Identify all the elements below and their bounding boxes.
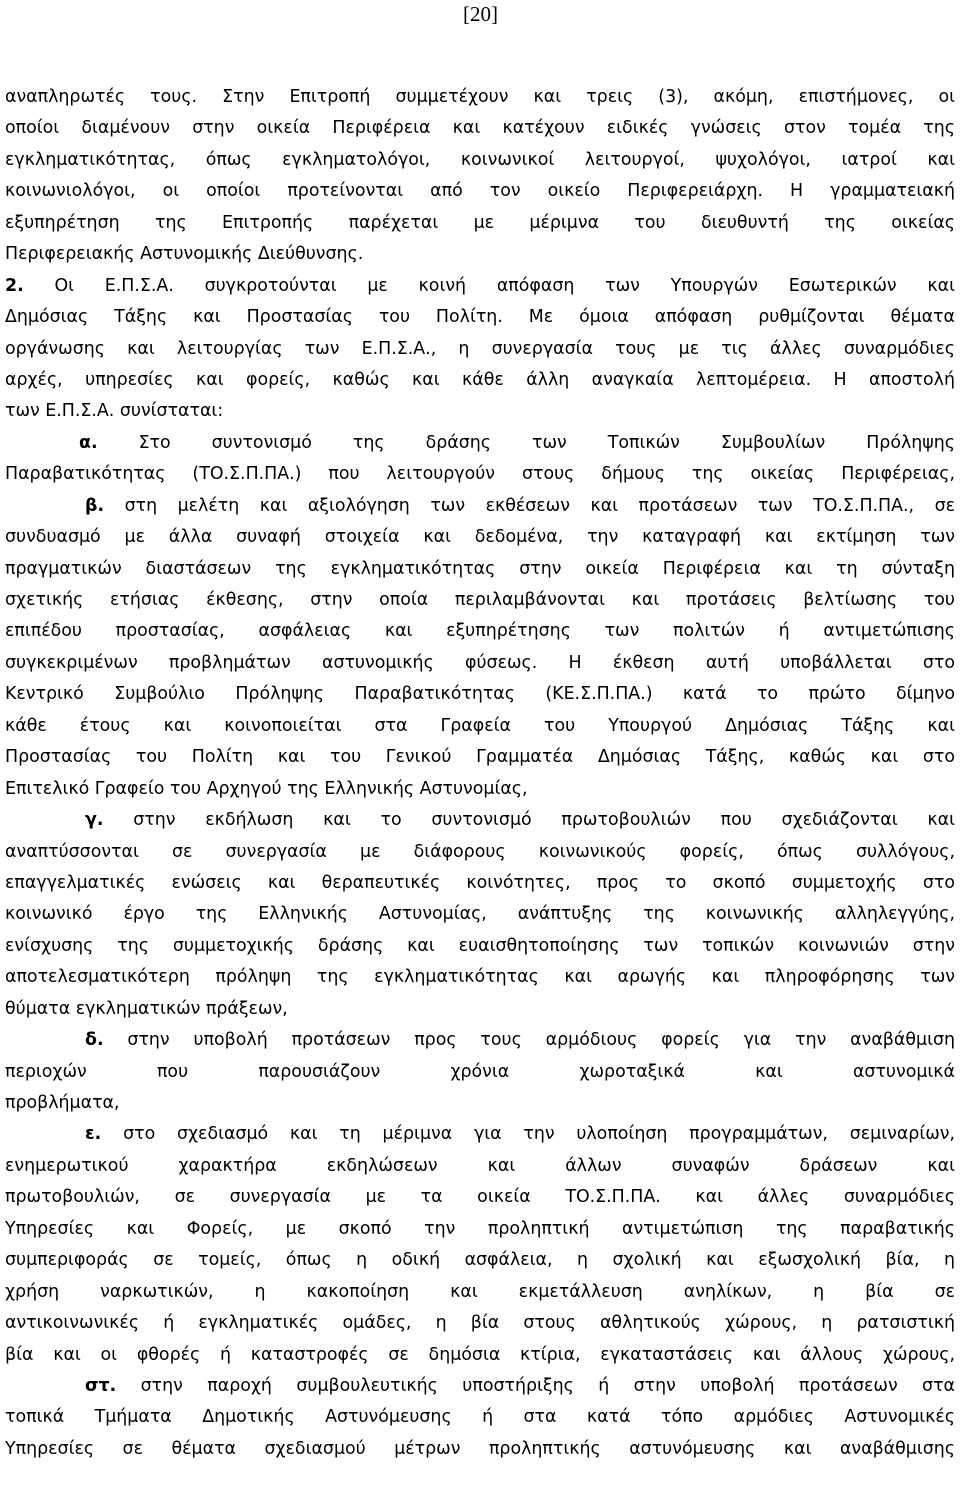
- text-line: συνδυασμό με άλλα συναφή στοιχεία και δεδομένα, την καταγραφή και εκτίμηση των: [5, 527, 955, 548]
- text-line: βία και οι φθορές ή καταστροφές σε δημόσια κτίρια, εγκαταστάσεις και άλλους χώρους,: [5, 1344, 955, 1365]
- item-st-first-line: [5, 1371, 955, 1402]
- text-line: Δημόσιας Τάξης και Προστασίας του Πολίτη. Με όμοια απόφαση ρυθμίζονται θέματα: [5, 307, 955, 328]
- text-line: κοινωνιολόγοι, οι οποίοι προτείνονται από τον οικείο Περιφερειάρχη. Η γραμματειακή: [5, 181, 955, 202]
- item-marker-beta: β.: [85, 495, 105, 516]
- item-number-2: 2.: [5, 275, 24, 296]
- text-line: χρήση ναρκωτικών, η κακοποίηση και εκμετάλλευση ανηλίκων, η βία σε: [5, 1281, 955, 1302]
- item-marker-gamma: γ.: [85, 810, 104, 831]
- text-line: πραγματικών διαστάσεων της εγκληματικότητας στην οικεία Περιφέρεια και τη σύνταξη: [5, 558, 955, 579]
- text-line: στην παροχή συμβουλευτικής υποστήριξης ή στην υποβολή προτάσεων στα: [140, 1375, 955, 1396]
- text-line: αρχές, υπηρεσίες και φορείς, καθώς και κάθε άλλη αναγκαία λεπτομέρεια. Η αποστολή: [5, 369, 955, 390]
- item-marker-delta: δ.: [85, 1030, 104, 1051]
- item-delta-first-line: [5, 1025, 955, 1056]
- paragraph-2-first-line: [5, 271, 955, 302]
- item-marker-alpha: α.: [79, 432, 98, 453]
- text-line: προβλήματα,: [5, 1093, 120, 1113]
- item-epsilon-first-line: [5, 1119, 955, 1150]
- text-line: θύματα εγκληματικών πράξεων,: [5, 998, 288, 1019]
- item-marker-st: στ.: [85, 1375, 117, 1396]
- item-beta-first-line: [5, 491, 955, 522]
- text-line: Παραβατικότητας (ΤΟ.Σ.Π.ΠΑ.) που λειτουργούν στους δήμους της οικείας Περιφέρειας,: [5, 464, 955, 485]
- text-line: αναπτύσσονται σε συνεργασία με διάφορους κοινωνικούς φορείς, όπως συλλόγους,: [5, 841, 955, 862]
- text-line: Υπηρεσίες σε θέματα σχεδιασμού μέτρων προληπτικής αστυνόμευσης και αναβάθμισης: [5, 1438, 955, 1459]
- text-line: οποίοι διαμένουν στην οικεία Περιφέρεια και κατέχουν ειδικές γνώσεις στον τομέα της: [5, 118, 955, 139]
- text-line: Προστασίας του Πολίτη και του Γενικού Γραμματέα Δημόσιας Τάξης, καθώς και στο: [5, 747, 955, 768]
- text-line: ενημερωτικού χαρακτήρα εκδηλώσεων και άλλων συναφών δράσεων και: [5, 1155, 955, 1176]
- item-alpha-first-line: [5, 428, 955, 459]
- text-line: αναπληρωτές τους. Στην Επιτροπή συμμετέχουν και τρεις (3), ακόμη, επιστήμονες, οι: [5, 87, 955, 107]
- text-line: Οι Ε.Π.Σ.Α. συγκροτούνται με κοινή απόφαση των Υπουργών Εσωτερικών και: [54, 275, 955, 296]
- text-line: στη μελέτη και αξιολόγηση των εκθέσεων και προτάσεων των ΤΟ.Σ.Π.ΠΑ., σε: [124, 495, 955, 516]
- text-line: οργάνωσης και λειτουργίας των Ε.Π.Σ.Α., η συνεργασία τους με τις άλλες συναρμόδιες: [5, 338, 955, 359]
- text-line: των Ε.Π.Σ.Α. συνίσταται:: [5, 401, 224, 422]
- text-line: Υπηρεσίες και Φορείς, με σκοπό την προληπτική αντιμετώπιση της παραβατικής: [5, 1218, 955, 1239]
- text-line: στο σχεδιασμό και τη μέριμνα για την υλοποίηση προγραμμάτων, σεμιναρίων,: [123, 1124, 955, 1145]
- text-line: Κεντρικό Συμβούλιο Πρόληψης Παραβατικότητας (ΚΕ.Σ.Π.ΠΑ.) κατά το πρώτο δίμηνο: [5, 684, 955, 705]
- text-line: περιοχών που παρουσιάζουν χρόνια χωροταξικά και αστυνομικά: [5, 1061, 955, 1082]
- item-marker-epsilon: ε.: [85, 1124, 102, 1145]
- text-line: κάθε έτους και κοινοποιείται στα Γραφεία του Υπουργού Δημόσιας Τάξης και: [5, 715, 955, 736]
- item-gamma-first-line: [5, 805, 955, 836]
- text-line: εγκληματικότητας, όπως εγκληματολόγοι, κοινωνικοί λειτουργοί, ψυχολόγοι, ιατροί και: [5, 149, 955, 170]
- text-line: Περιφερειακής Αστυνομικής Διεύθυνσης.: [5, 244, 364, 265]
- text-line: ενίσχυσης της συμμετοχικής δράσης και ευαισθητοποίησης των τοπικών κοινωνιών στην: [5, 935, 955, 956]
- text-line: συγκεκριμένων προβλημάτων αστυνομικής φύσεως. Η έκθεση αυτή υποβάλλεται στο: [5, 652, 955, 673]
- text-line: συμπεριφοράς σε τομείς, όπως η οδική ασφάλεια, η σχολική και εξωσχολική βία, η: [5, 1250, 955, 1271]
- text-line: σχετικής ετήσιας έκθεσης, στην οποία περιλαμβάνονται και προτάσεις βελτίωσης του: [5, 590, 955, 610]
- text-line: τοπικά Τμήματα Δημοτικής Αστυνόμευσης ή στα κατά τόπο αρμόδιες Αστυνομικές: [5, 1407, 955, 1428]
- text-line: κοινωνικό έργο της Ελληνικής Αστυνομίας, ανάπτυξης της κοινωνικής αλληλεγγύης,: [5, 904, 955, 925]
- text-line: Επιτελικό Γραφείο του Αρχηγού της Ελληνικής Αστυνομίας,: [5, 778, 528, 799]
- text-line: επιπέδου προστασίας, ασφάλειας και εξυπηρέτησης των πολιτών ή αντιμετώπισης: [5, 621, 955, 642]
- text-line: αντικοινωνικές ή εγκληματικές ομάδες, η βία στους αθλητικούς χώρους, η ρατσιστική: [5, 1313, 955, 1334]
- text-line: αποτελεσματικότερη πρόληψη της εγκληματικότητας και αρωγής και πληροφόρησης των: [5, 967, 955, 988]
- page-number: [20]: [463, 2, 498, 26]
- text-line: Στο συντονισμό της δράσης των Τοπικών Συμβουλίων Πρόληψης: [138, 432, 955, 453]
- text-line: επαγγελματικές ενώσεις και θεραπευτικές κοινότητες, προς το σκοπό συμμετοχής στο: [5, 872, 955, 893]
- text-line: στην εκδήλωση και το συντονισμό πρωτοβουλιών που σχεδιάζονται και: [133, 810, 955, 831]
- text-line: στην υποβολή προτάσεων προς τους αρμόδιους φορείς για την αναβάθμιση: [127, 1030, 955, 1051]
- text-line: εξυπηρέτηση της Επιτροπής παρέχεται με μέριμνα του διευθυντή της οικείας: [5, 212, 955, 233]
- text-line: πρωτοβουλιών, σε συνεργασία με τα οικεία ΤΟ.Σ.Π.ΠΑ. και άλλες συναρμόδιες: [5, 1187, 955, 1208]
- body-text: [5, 82, 955, 1465]
